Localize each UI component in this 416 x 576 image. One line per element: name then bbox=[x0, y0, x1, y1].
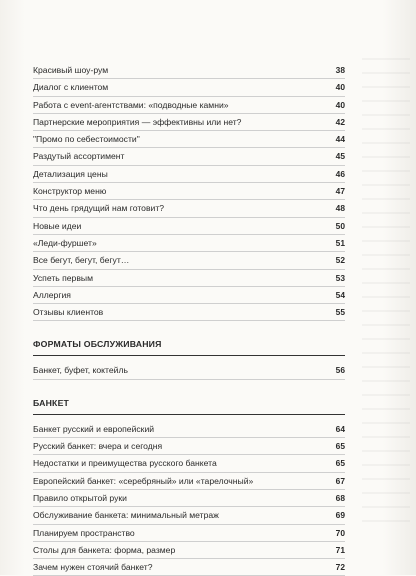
toc-entry-page: 70 bbox=[335, 527, 345, 538]
toc-entry-title: "Промо по себестоимости" bbox=[33, 134, 140, 145]
toc-entry bbox=[33, 421, 345, 438]
toc-entry-title: Успеть первым bbox=[33, 272, 93, 283]
toc-entry-page: 65 bbox=[335, 458, 345, 469]
toc-entry-page: 67 bbox=[335, 475, 345, 486]
toc-entry-title: Европейский банкет: «серебряный» или «тарелочный» bbox=[33, 475, 254, 486]
toc-entry-page: 53 bbox=[335, 272, 345, 283]
toc-entry-page: 71 bbox=[335, 544, 345, 555]
toc-entry-title: Диалог с клиентом bbox=[33, 82, 109, 93]
toc-entry bbox=[33, 304, 345, 321]
toc-entry-title: Партнерские мероприятия — эффективны или нет? bbox=[33, 116, 242, 127]
toc-entry bbox=[33, 559, 345, 576]
toc-entry-page: 52 bbox=[335, 255, 345, 266]
toc-entry-title: Русский банкет: вчера и сегодня bbox=[33, 441, 163, 452]
toc-entry-title: Правило открытой руки bbox=[33, 492, 127, 503]
toc-entry bbox=[33, 183, 345, 200]
toc-entry-title: Банкет, буфет, коктейль bbox=[33, 365, 128, 376]
toc-entry bbox=[33, 166, 345, 183]
toc-entry-title: Раздутый ассортимент bbox=[33, 151, 125, 162]
toc-entry-title: Конструктор меню bbox=[33, 186, 107, 197]
toc-entry-page: 64 bbox=[335, 423, 345, 434]
toc-entry-page: 65 bbox=[335, 441, 345, 452]
toc-entry bbox=[33, 114, 345, 131]
toc-entry bbox=[33, 490, 345, 507]
toc-entry-title: Отзывы клиентов bbox=[33, 307, 104, 318]
toc-entry bbox=[33, 97, 345, 114]
toc-entry bbox=[33, 270, 345, 287]
toc-entry bbox=[33, 287, 345, 304]
toc-group-3 bbox=[33, 421, 345, 576]
toc-entry-title: Работа с event-агентствами: «подводные камни» bbox=[33, 99, 229, 110]
show-through-text bbox=[362, 58, 410, 528]
toc-entry-page: 48 bbox=[335, 203, 345, 214]
toc-entry bbox=[33, 542, 345, 559]
toc-entry bbox=[33, 507, 345, 524]
toc-entry-title: Планируем пространство bbox=[33, 527, 135, 538]
toc-entry-page: 50 bbox=[335, 220, 345, 231]
toc-entry-page: 42 bbox=[335, 116, 345, 127]
toc-group-2 bbox=[33, 362, 345, 379]
toc-entry-page: 54 bbox=[335, 289, 345, 300]
toc-entry-page: 40 bbox=[335, 82, 345, 93]
toc-entry-page: 51 bbox=[335, 237, 345, 248]
toc-entry-title: Зачем нужен стоячий банкет? bbox=[33, 562, 153, 573]
toc-entry bbox=[33, 525, 345, 542]
toc-entry bbox=[33, 235, 345, 252]
toc-entry-title: Новые идеи bbox=[33, 220, 82, 231]
toc-entry-page: 44 bbox=[335, 134, 345, 145]
toc-entry-title: Детализация цены bbox=[33, 168, 108, 179]
toc-entry-page: 47 bbox=[335, 186, 345, 197]
table-of-contents bbox=[33, 62, 345, 576]
toc-entry-title: Обслуживание банкета: минимальный метраж bbox=[33, 510, 219, 521]
toc-entry bbox=[33, 252, 345, 269]
toc-entry-title: Красивый шоу-рум bbox=[33, 65, 109, 75]
toc-entry bbox=[33, 200, 345, 217]
toc-entry-page: 69 bbox=[335, 510, 345, 521]
toc-entry bbox=[33, 131, 345, 148]
toc-entry bbox=[33, 148, 345, 165]
toc-entry-page: 56 bbox=[335, 365, 345, 376]
toc-entry-title: Что день грядущий нам готовит? bbox=[33, 203, 165, 214]
toc-entry-page: 68 bbox=[335, 492, 345, 503]
toc-entry bbox=[33, 218, 345, 235]
toc-entry-page: 55 bbox=[335, 307, 345, 318]
toc-entry-title: Недостатки и преимущества русского банкета bbox=[33, 458, 217, 469]
toc-entry bbox=[33, 473, 345, 490]
toc-entry bbox=[33, 455, 345, 472]
toc-entry bbox=[33, 362, 345, 379]
toc-group-1 bbox=[33, 62, 345, 321]
toc-entry-page: 45 bbox=[335, 151, 345, 162]
toc-entry-page: 46 bbox=[335, 168, 345, 179]
section-heading: ФОРМАТЫ ОБСЛУЖИВАНИЯ bbox=[33, 337, 345, 356]
toc-entry-title: Все бегут, бегут, бегут… bbox=[33, 255, 130, 266]
toc-entry-title: «Леди-фуршет» bbox=[33, 237, 97, 248]
toc-entry bbox=[33, 438, 345, 455]
section-heading: БАНКЕТ bbox=[33, 396, 345, 415]
toc-entry bbox=[33, 79, 345, 96]
toc-entry-title: Столы для банкета: форма, размер bbox=[33, 544, 176, 555]
toc-entry-page: 40 bbox=[335, 99, 345, 110]
toc-entry-page: 72 bbox=[335, 562, 345, 573]
toc-entry-title: Банкет русский и европейский bbox=[33, 423, 155, 434]
toc-entry-title: Аллергия bbox=[33, 289, 71, 300]
toc-entry bbox=[33, 62, 345, 79]
toc-entry-page: 38 bbox=[335, 65, 345, 75]
